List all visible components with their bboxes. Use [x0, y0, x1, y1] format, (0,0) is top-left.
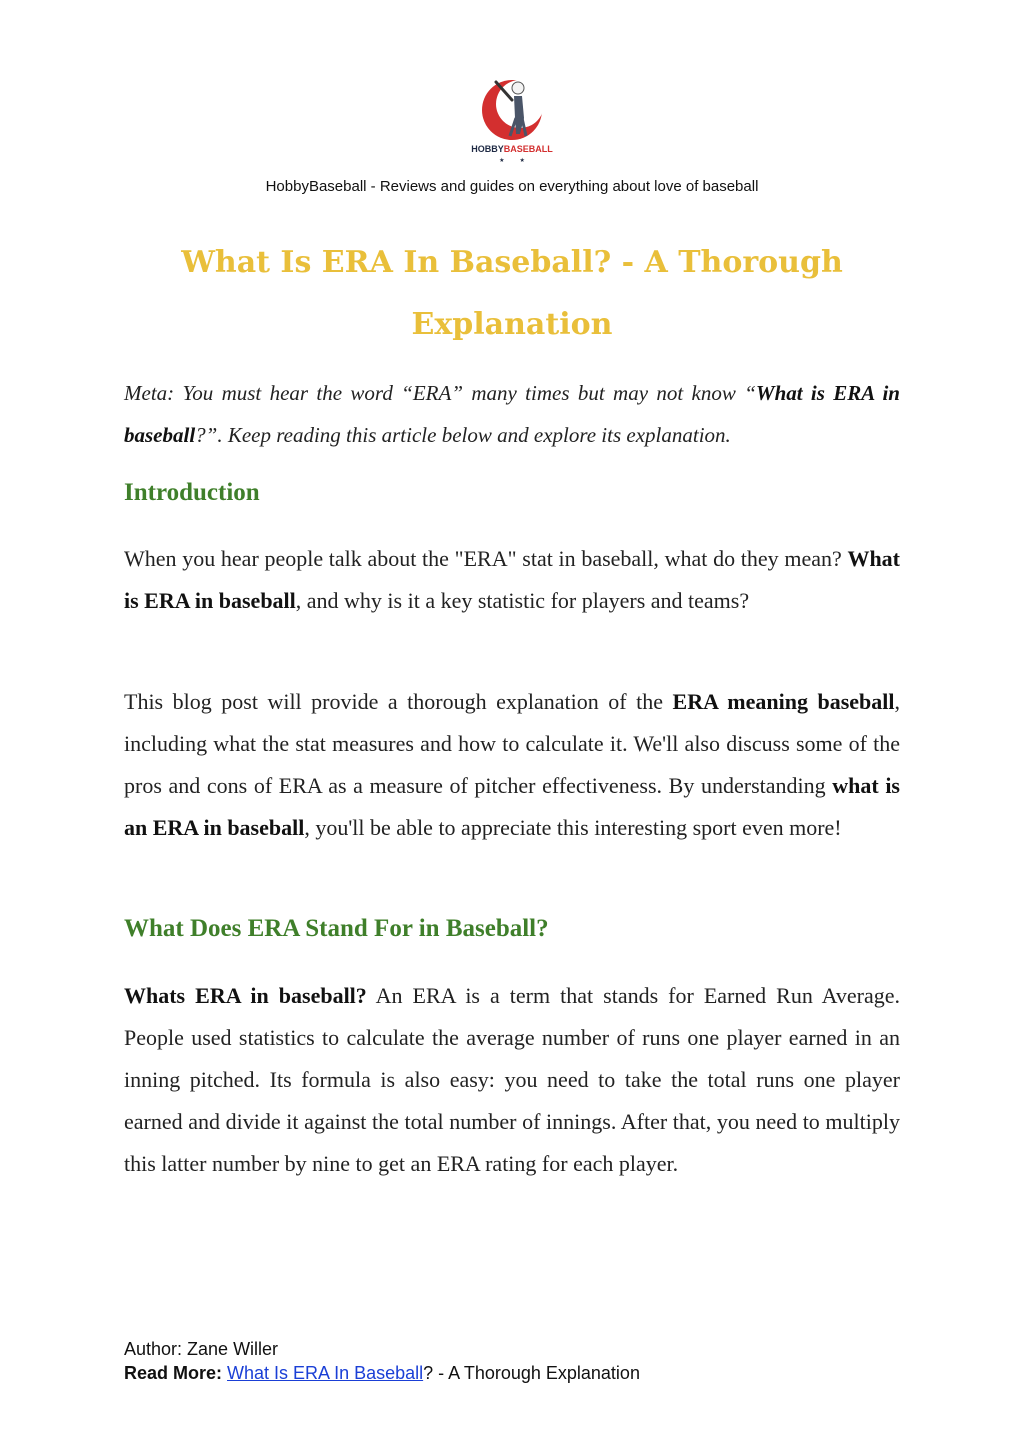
era-definition-paragraph [124, 975, 900, 1185]
meta-text-1: Meta: You must hear the word “ERA” many times but may not know “ [124, 381, 756, 405]
site-tagline: HobbyBaseball - Reviews and guides on everything about love of baseball [265, 178, 759, 195]
intro-p2-bold-1: ERA meaning baseball [672, 689, 895, 714]
intro-paragraph-1 [124, 538, 900, 622]
meta-keyword: What is ERA in baseball [124, 381, 900, 447]
intro-p2-bold-2: what is an ERA in baseball [124, 773, 900, 840]
intro-p2-text-2: , including what the stat measures and how to calculate it. We'll also discuss some of the pros and cons of ERA as a measure of pitcher effectiveness. By understanding [124, 689, 900, 798]
read-more-label: Read More: [124, 1363, 223, 1383]
read-more-link[interactable]: What Is ERA In Baseball [227, 1363, 424, 1383]
intro-p2-text-1: This blog post will provide a thorough explanation of the [124, 689, 673, 714]
document-footer [124, 1337, 640, 1385]
heading-era-stand-for: What Does ERA Stand For in Baseball? [124, 915, 549, 942]
intro-p1-text-1: When you hear people talk about the "ERA" stat in baseball, what do they mean? [124, 546, 848, 571]
baseball-batter-icon [462, 72, 562, 164]
intro-p2-text-3: , you'll be able to appreciate this interesting sport even more! [304, 815, 842, 840]
intro-p1-text-2: , and why is it a key statistic for players and teams? [295, 588, 750, 613]
svg-text:★ ★: ★ ★ [499, 158, 525, 164]
intro-p1-bold: What is ERA in baseball [124, 546, 900, 613]
article-title: What Is ERA In Baseball? - A Thorough Explanation [181, 245, 843, 342]
read-more-suffix: ? - A Thorough Explanation [423, 1363, 640, 1383]
era-definition-text: An ERA is a term that stands for Earned Run Average. People used statistics to calculate the average number of runs one player earned in an inning pitched. Its formula is also easy: you need to take the total runs one player earned and divide it against the total number of innings. After that, you need to multiply this latter number by nine to get an ERA rating for each player. [124, 983, 901, 1176]
era-question-bold: Whats ERA in baseball? [124, 983, 367, 1008]
heading-introduction: Introduction [124, 479, 260, 506]
intro-paragraph-2 [124, 681, 900, 849]
meta-description [124, 372, 900, 456]
hobbybaseball-logo [462, 72, 562, 164]
meta-text-2: ?”. Keep reading this article below and explore its explanation. [195, 423, 731, 447]
read-more-line [124, 1361, 640, 1385]
author-line: Author: Zane Willer [124, 1339, 279, 1359]
svg-text:HOBBYBASEBALL: HOBBYBASEBALL [471, 144, 553, 154]
